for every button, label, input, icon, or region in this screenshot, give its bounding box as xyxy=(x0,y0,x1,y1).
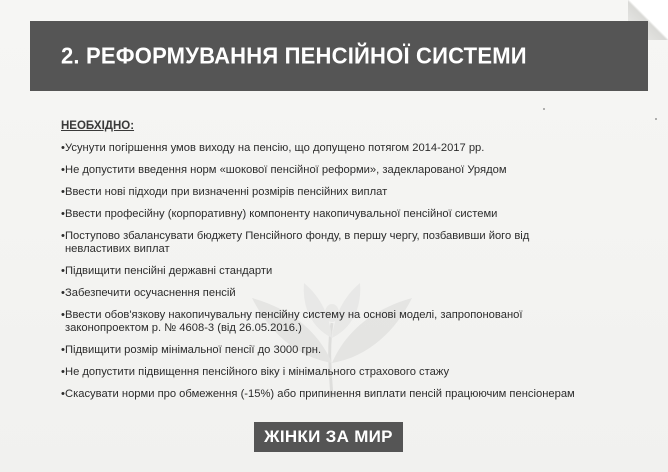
list-item xyxy=(61,164,581,177)
list-item xyxy=(61,186,581,199)
bullet: • xyxy=(61,265,65,277)
list-item xyxy=(61,388,581,401)
header-band xyxy=(30,21,648,91)
list-item xyxy=(61,230,581,256)
page-title: 2. РЕФОРМУВАННЯ ПЕНСІЙНОЇ СИСТЕМИ xyxy=(61,42,527,69)
bullet: • xyxy=(61,344,65,356)
scan-speck xyxy=(543,108,545,110)
content-area xyxy=(61,120,581,410)
list-item-text: Підвищити розмір мінімальної пенсії до 3000 грн. xyxy=(65,344,322,356)
list-item xyxy=(61,309,581,335)
list-item xyxy=(61,265,581,278)
list-item xyxy=(61,142,581,155)
list-item-text: Поступово збалансувати бюджету Пенсійного фонду, в першу чергу, позбавивши його від невластивих виплат xyxy=(65,230,530,255)
section-label: НЕОБХІДНО: xyxy=(61,120,135,132)
bullet: • xyxy=(61,309,65,321)
list-item-text: Скасувати норми про обмеження (-15%) або припинення виплати пенсій працюючим пенсіонерам xyxy=(65,388,575,400)
list-item xyxy=(61,208,581,221)
footer-banner xyxy=(254,422,403,452)
bullet: • xyxy=(61,366,65,378)
footer-label: ЖІНКИ ЗА МИР xyxy=(264,427,393,446)
list-item xyxy=(61,344,581,357)
bullet: • xyxy=(61,287,65,299)
list-item-text: Ввести професійну (корпоративну) компоненту накопичувальної пенсійної системи xyxy=(65,208,498,220)
bullet: • xyxy=(61,164,65,176)
list-item-text: Забезпечити осучаснення пенсій xyxy=(65,287,236,299)
list-item-text: Не допустити введення норм «шокової пенсійної реформи», задекларованої Урядом xyxy=(65,164,507,176)
list-item-text: Усунути погіршення умов виходу на пенсію, що допущено потягом 2014-2017 рр. xyxy=(65,142,485,154)
bullet: • xyxy=(61,388,65,400)
bullet: • xyxy=(61,142,65,154)
list-item-text: Не допустити підвищення пенсійного віку і мінімального страхового стажу xyxy=(65,366,450,378)
bullet: • xyxy=(61,186,65,198)
list-item xyxy=(61,287,581,300)
requirements-list xyxy=(61,142,581,401)
scan-speck xyxy=(655,118,657,120)
bullet: • xyxy=(61,230,65,242)
bullet: • xyxy=(61,208,65,220)
list-item-text: Підвищити пенсійні державні стандарти xyxy=(65,265,273,277)
list-item-text: Ввести обов'язкову накопичувальну пенсійну систему на основі моделі, запропонованої законопроектом р. № 4608-3 (від 26.05.2016.) xyxy=(65,309,523,334)
list-item xyxy=(61,366,581,379)
list-item-text: Ввести нові підходи при визначенні розмірів пенсійних виплат xyxy=(65,186,388,198)
